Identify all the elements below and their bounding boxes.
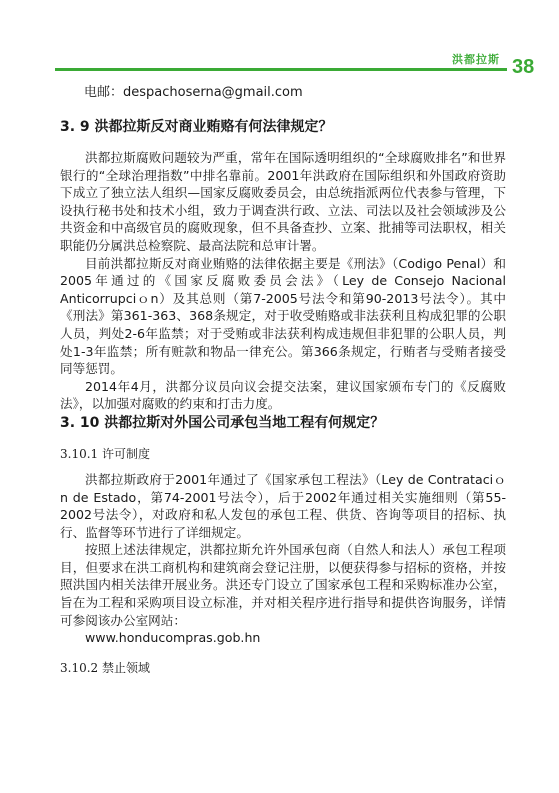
subsection-3-10-1-title: 3.10.1 许可制度	[60, 446, 150, 461]
header-title: 洪都拉斯	[452, 53, 500, 66]
page-content	[60, 82, 506, 685]
page-number: 38	[512, 56, 535, 78]
section-3-9-title: 3. 9 洪都拉斯反对商业贿赂有何法律规定？	[60, 119, 333, 135]
website-link[interactable]: www.honducompras.gob.hn	[85, 630, 261, 646]
section-3-9-paragraph-2: 目前洪都拉斯反对商业贿赂的法律依据主要是《刑法》（Codigo Penal）和2005年通过的《国家反腐败委员会法》（Ley de Consejo Nacional Anticorrupciｏn）及其总则（第7-2005号法令和第90-2013号法令）。其中《刑法》第361-363、368条规定，对于收受贿赂或非法获利且构成犯罪的公职人员，判处2-6年监禁；对于受贿或非法获利构成违规但非犯罪的公职人员，判处1-3年监禁；所有赃款和物品一律充公。第366条规定，行贿者与受贿者接受同等惩罚。	[60, 255, 506, 377]
email-line: 电邮：despachoserna@gmail.com	[84, 85, 303, 100]
section-3-10-title: 3. 10 洪都拉斯对外国公司承包当地工程有何规定？	[60, 414, 385, 431]
section-3-10-paragraph-1: 洪都拉斯政府于2001年通过了《国家承包工程法》（Ley de Contrataciｏn de Estado，第74-2001号法令），后于2002年通过相关实施细则（第55-2002号法令），对政府和私人发包的承包工程、供货、咨询等项目的招标、执行、监督等环节进行了详细规定。	[60, 471, 506, 540]
section-3-10-paragraph-2: 按照上述法律规定，洪都拉斯允许外国承包商（自然人和法人）承包工程项目，但要求在洪工商机构和建筑商会登记注册，以便获得参与招标的资格，并按照洪国内相关法律开展业务。洪还专门设立了国家承包工程和采购标准办公室，旨在为工程和采购项目设立标准，并对相关程序进行指导和提供咨询服务，详情可参阅该办公室网站：	[60, 542, 506, 628]
header-rule	[55, 68, 507, 71]
section-3-9-paragraph-3: 2014年4月，洪都分议员向议会提交法案，建议国家颁布专门的《反腐败法》，以加强对腐败的约束和打击力度。	[60, 378, 506, 412]
subsection-3-10-2-title: 3.10.2 禁止领域	[60, 660, 150, 675]
section-3-9-paragraph-1: 洪都拉斯腐败问题较为严重，常年在国际透明组织的“全球腐败排名”和世界银行的“全球治理指数”中排名靠前。2001年洪政府在国际组织和外国政府资助下成立了独立法人组织—国家反腐败委员会，由总统指派两位代表参与管理，下设执行秘书处和技术小组，致力于调查洪行政、立法、司法以及社会领域涉及公共资金和中高级官员的腐败现象，但不具备查抄、立案、批捕等司法职权，相关职能仍分属洪总检察院、最高法院和总审计署。	[60, 150, 506, 253]
